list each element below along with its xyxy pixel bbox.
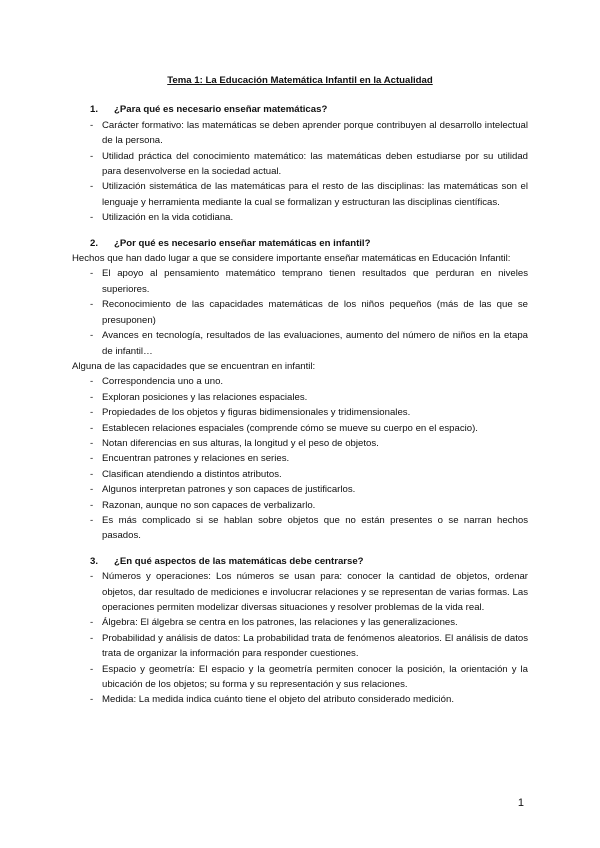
list-item: - Números y operaciones: Los números se usan para: conocer la cantidad de objetos, ordenar objetos, dar resultado de mediciones e involucrar relaciones y se representan de varias formas. Las operaciones permiten modelizar diversas situaciones y resolver problemas de la vida real. bbox=[90, 571, 528, 613]
section-2-intro: Hechos que han dado lugar a que se considere importante enseñar matemáticas en Educación Infantil: bbox=[72, 253, 511, 265]
section-3-number: 3. bbox=[90, 555, 99, 567]
list-item: - Clasifican atendiendo a distintos atributos. bbox=[90, 468, 282, 480]
list-item: - Razonan, aunque no son capaces de verbalizarlo. bbox=[90, 499, 316, 511]
list-item: - Correspondencia uno a uno. bbox=[90, 376, 224, 388]
list-item: - Utilización en la vida cotidiana. bbox=[90, 212, 234, 224]
section-2-heading-text: ¿Por qué es necesario enseñar matemáticas en infantil? bbox=[114, 237, 371, 249]
section-2-heading bbox=[72, 236, 528, 251]
page-number: 1 bbox=[517, 797, 524, 809]
list-item: - Utilización sistemática de las matemáticas para el resto de las disciplinas: las matemáticas son el lenguaje y herramienta mediante la cual se formalizan y estructuran las disciplinas científicas. bbox=[90, 181, 528, 208]
list-item: - Probabilidad y análisis de datos: La probabilidad trata de fenómenos aleatorios. El análisis de datos trata de organizar la información para responder cuestiones. bbox=[90, 632, 528, 660]
list-item: - Es más complicado si se hablan sobre objetos que no están presentes o se narran hechos pasados. bbox=[90, 514, 528, 542]
section-3-list bbox=[72, 569, 528, 708]
section-2-intro-2: Alguna de las capacidades que se encuentran en infantil: bbox=[72, 360, 316, 372]
list-item: - El apoyo al pensamiento matemático temprano tienen resultados que perduran en niveles superiores. bbox=[90, 268, 528, 295]
section-2-list bbox=[72, 266, 528, 358]
section-1-list bbox=[72, 118, 528, 226]
list-item: - Utilidad práctica del conocimiento matemático: las matemáticas deben estudiarse por su utilidad para desenvolverse en la sociedad actual. bbox=[90, 150, 528, 178]
list-item: - Algunos interpretan patrones y son capaces de justificarlos. bbox=[90, 484, 356, 496]
section-1-heading-text: ¿Para qué es necesario enseñar matemáticas? bbox=[114, 104, 328, 116]
section-3-heading bbox=[72, 554, 528, 569]
section-2-number: 2. bbox=[90, 237, 99, 249]
list-item: - Espacio y geometría: El espacio y la geometría permiten conocer la posición, la orientación y la ubicación de los objetos; su forma y su representación y sus relaciones. bbox=[90, 663, 528, 691]
list-item: - Medida: La medida indica cuánto tiene el objeto del atributo considerado medición. bbox=[90, 694, 454, 706]
section-2-capacities-list bbox=[72, 374, 528, 543]
document-title: Tema 1: La Educación Matemática Infantil en la Actualidad bbox=[167, 75, 433, 86]
list-item: - Avances en tecnología, resultados de las evaluaciones, aumento del número de niños en la etapa de infantil… bbox=[90, 330, 528, 357]
section-3-heading-text: ¿En qué aspectos de las matemáticas debe centrarse? bbox=[114, 555, 364, 567]
section-1-heading bbox=[72, 102, 528, 117]
list-item: - Notan diferencias en sus alturas, la longitud y el peso de objetos. bbox=[90, 437, 379, 449]
list-item: - Álgebra: El álgebra se centra en los patrones, las relaciones y las generalizaciones. bbox=[90, 617, 458, 629]
list-item: - Reconocimiento de las capacidades matemáticas de los niños pequeños (más de las que se presuponen) bbox=[90, 299, 528, 326]
section-1-number: 1. bbox=[90, 104, 99, 116]
list-item: - Carácter formativo: las matemáticas se deben aprender porque contribuyen al desarrollo intelectual de la persona. bbox=[90, 119, 528, 147]
list-item: - Establecen relaciones espaciales (comprende cómo se mueve su cuerpo en el espacio). bbox=[90, 422, 478, 434]
list-item: - Exploran posiciones y las relaciones espaciales. bbox=[90, 391, 308, 403]
list-item: - Propiedades de los objetos y figuras bidimensionales y tridimensionales. bbox=[90, 407, 411, 419]
list-item: - Encuentran patrones y relaciones en series. bbox=[90, 453, 290, 465]
